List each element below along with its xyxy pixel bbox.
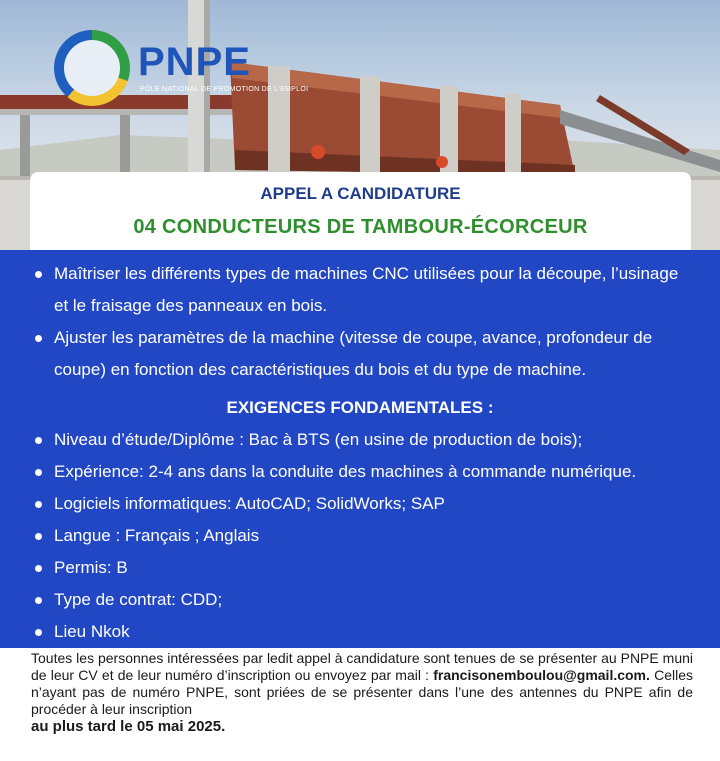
list-item: Permis: B — [32, 552, 712, 584]
pnpe-logo — [54, 30, 309, 110]
details-panel — [0, 250, 720, 648]
instructions-paragraph: Toutes les personnes intéressées par ledit appel à candidature sont tenues de se présenter au PNPE muni de leur CV et de leur numéro d’inscription ou envoyez par mail : francisonemboulou@gmail.com. Celles n’ayant pas de numéro PNPE, sont priées de se présenter dans l’une des antennes du PNPE afin de procéder à leur inscription — [31, 650, 693, 717]
contact-email-link[interactable]: francisonemboulou@gmail.com. — [433, 667, 650, 683]
requirements-list — [32, 424, 712, 648]
gabon-map-emblem-icon — [54, 30, 130, 106]
bullet-icon — [35, 469, 42, 476]
list-item: Maîtriser les différents types de machines CNC utilisées pour la découpe, l’usinage et le fraisage des panneaux en bois. — [32, 258, 694, 322]
call-kicker: APPEL A CANDIDATURE — [260, 184, 461, 203]
bullet-icon — [35, 501, 42, 508]
logo-tagline: PÔLE NATIONAL DE PROMOTION DE L'EMPLOI — [140, 86, 309, 93]
deadline: au plus tard le 05 mai 2025. — [31, 718, 226, 735]
title-card — [30, 172, 691, 250]
hero-photo — [0, 0, 720, 260]
bullet-icon — [35, 271, 42, 278]
list-item: Expérience: 2-4 ans dans la conduite des machines à commande numérique. — [32, 456, 712, 488]
list-item: Logiciels informatiques: AutoCAD; SolidWorks; SAP — [32, 488, 712, 520]
bullet-icon — [35, 533, 42, 540]
list-item: Niveau d’étude/Diplôme : Bac à BTS (en usine de production de bois); — [32, 424, 712, 456]
bullet-icon — [35, 565, 42, 572]
application-instructions — [31, 650, 693, 735]
list-item: Type de contrat: CDD; — [32, 584, 712, 616]
requirements-heading: EXIGENCES FONDAMENTALES : — [226, 398, 494, 417]
bullet-icon — [35, 597, 42, 604]
logo-wordmark: PNPE — [138, 40, 251, 84]
bullet-icon — [35, 437, 42, 444]
bullet-icon — [35, 629, 42, 636]
list-item: Ajuster les paramètres de la machine (vitesse de coupe, avance, profondeur de coupe) en fonction des caractéristiques du bois et du type de machine. — [32, 322, 694, 386]
bullet-icon — [35, 335, 42, 342]
list-item: Lieu Nkok — [32, 616, 712, 648]
job-title: 04 CONDUCTEURS DE TAMBOUR-ÉCORCEUR — [133, 216, 588, 238]
list-item: Langue : Français ; Anglais — [32, 520, 712, 552]
missions-list — [32, 258, 694, 386]
